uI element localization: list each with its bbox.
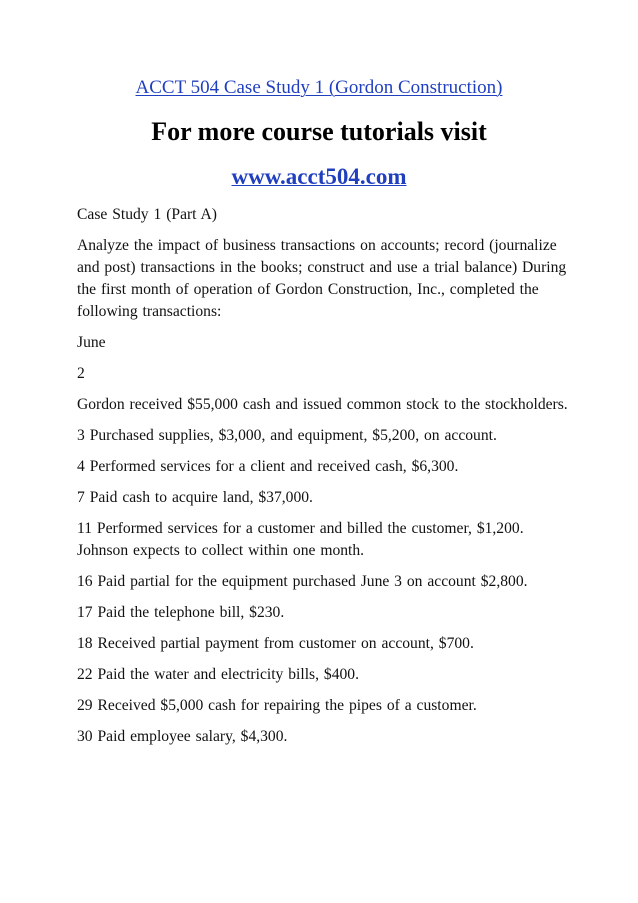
visit-heading: For more course tutorials visit xyxy=(151,117,487,146)
section-heading: Case Study 1 (Part A) xyxy=(77,206,218,223)
transaction-item: 16 Paid partial for the equipment purchased June 3 on account $2,800. xyxy=(77,573,528,590)
website-link[interactable]: www.acct504.com xyxy=(231,164,407,189)
transaction-item: 7 Paid cash to acquire land, $37,000. xyxy=(77,489,313,506)
transaction-item: 30 Paid employee salary, $4,300. xyxy=(77,728,288,745)
instructions-paragraph: Analyze the impact of business transactions on accounts; record (journalize and post) transactions in the books; construct and use a trial balance) During the first month of operation of Gordon Construction, Inc., completed the following transactions: xyxy=(77,237,567,320)
day-label: 2 xyxy=(77,365,85,382)
transaction-item: 18 Received partial payment from customer on account, $700. xyxy=(77,635,474,652)
transaction-item: 4 Performed services for a client and received cash, $6,300. xyxy=(77,458,459,475)
document-body xyxy=(77,204,577,757)
transaction-item: 3 Purchased supplies, $3,000, and equipment, $5,200, on account. xyxy=(77,427,497,444)
document-title: ACCT 504 Case Study 1 (Gordon Construction) xyxy=(135,77,503,98)
transaction-item: 11 Performed services for a customer and billed the customer, $1,200. Johnson expects to collect within one month. xyxy=(77,520,524,559)
transaction-item: 22 Paid the water and electricity bills, $400. xyxy=(77,666,359,683)
transaction-item: 17 Paid the telephone bill, $230. xyxy=(77,604,285,621)
month-label: June xyxy=(77,334,106,351)
transaction-item: 29 Received $5,000 cash for repairing the pipes of a customer. xyxy=(77,697,477,714)
transaction-item: Gordon received $55,000 cash and issued common stock to the stockholders. xyxy=(77,396,568,413)
